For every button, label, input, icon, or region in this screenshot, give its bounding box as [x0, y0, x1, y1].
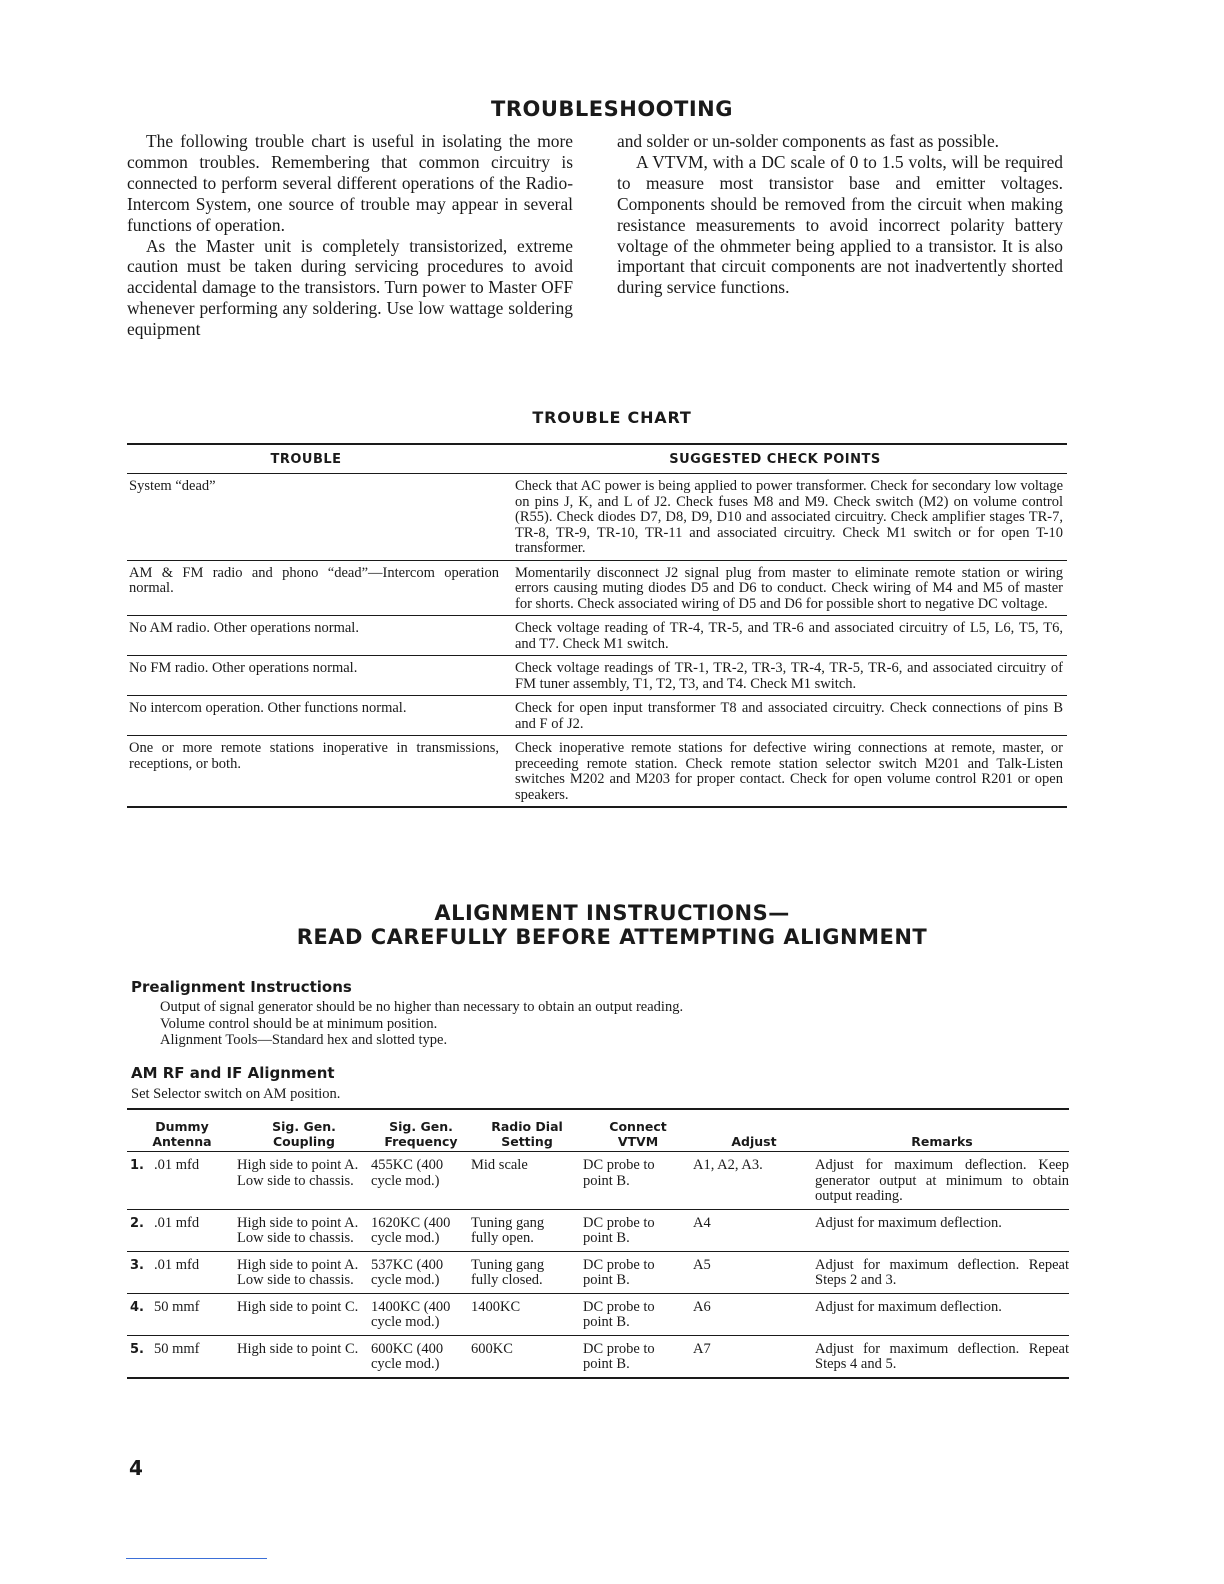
vtvm-cell: DC probe to point B.	[583, 1298, 655, 1330]
check-cell: Check voltage reading of TR-4, TR-5, and TR-6 and associated circuitry of L5, L6, T5, T6, and T7. Check M1 switch.	[515, 620, 1063, 652]
step-number: 4.	[130, 1299, 144, 1315]
header-trouble: TROUBLE	[270, 451, 342, 467]
header-sig-gen-coupling	[237, 1119, 371, 1149]
alignment-title-line: ALIGNMENT INSTRUCTIONS—	[434, 901, 790, 925]
trouble-chart-title: TROUBLE CHART	[532, 408, 692, 427]
antenna-value: .01 mfd	[154, 1214, 200, 1231]
trouble-cell: AM & FM radio and phono “dead”—Intercom operation normal.	[129, 564, 499, 596]
dial-cell: 1400KC	[471, 1298, 521, 1315]
antenna-cell	[127, 1216, 237, 1247]
header-line: Antenna	[152, 1134, 212, 1149]
antenna-cell	[127, 1300, 237, 1331]
table-row	[127, 1152, 1069, 1210]
prealign-line: Volume control should be at minimum position.	[160, 1015, 438, 1032]
intro-paragraph: and solder or un-solder components as fast as possible.	[617, 131, 1000, 151]
header-line: Sig. Gen.	[389, 1119, 453, 1134]
am-setup-text: Set Selector switch on AM position.	[131, 1086, 341, 1102]
check-cell: Check inoperative remote stations for defective wiring connections at remote, master, or preceeding remote station. Check remote station selector switch M201 and Talk-Listen switches M202 and M203 for proper contact. Check for open volume control R201 or open speakers.	[515, 740, 1063, 803]
intro-left-column	[127, 131, 573, 340]
frequency-cell: 455KC (400 cycle mod.)	[371, 1157, 444, 1189]
trouble-cell: One or more remote stations inoperative in transmissions, receptions, or both.	[129, 740, 499, 772]
header-dummy-antenna	[127, 1119, 237, 1149]
check-cell: Check that AC power is being applied to power transformer. Check for secondary low voltage on pins J, K, and L of J2. Check fuses M8 and M9. Check switch (M2) on volume control (R55). Check diodes D7, D8, D9, D10 and associated circuitry. Check amplifier stages TR-7, TR-8, TR-9, TR-10, TR-11 and associated circuitry. Check M1 switch or for open T-10 transformer.	[515, 478, 1063, 556]
antenna-cell	[127, 1158, 237, 1205]
antenna-value: 50 mmf	[154, 1340, 200, 1357]
am-alignment-table	[127, 1108, 1069, 1379]
trouble-chart-header	[127, 445, 1067, 474]
coupling-cell: High side to point C.	[237, 1298, 359, 1315]
header-connect-vtvm	[583, 1119, 693, 1149]
header-line: Coupling	[272, 1134, 336, 1149]
trouble-cell: No intercom operation. Other functions normal.	[129, 700, 407, 716]
remarks-cell: Adjust for maximum deflection. Repeat Steps 4 and 5.	[815, 1340, 1069, 1372]
frequency-cell: 600KC (400 cycle mod.)	[371, 1340, 444, 1372]
check-cell: Check voltage readings of TR-1, TR-2, TR-3, TR-4, TR-5, TR-6, and associated circuitry of FM tuner assembly, T1, T2, T3, and T4. Check M1 switch.	[515, 660, 1063, 692]
trouble-chart-table	[127, 443, 1067, 808]
dial-cell: Tuning gang fully open.	[471, 1214, 545, 1246]
vtvm-cell: DC probe to point B.	[583, 1214, 655, 1246]
dial-cell: Tuning gang fully closed.	[471, 1256, 545, 1288]
check-cell: Check for open input transformer T8 and associated circuitry. Check connections of pins B and F of J2.	[515, 700, 1063, 732]
table-row	[127, 1294, 1069, 1336]
header-adjust	[693, 1134, 815, 1149]
intro-paragraph: A VTVM, with a DC scale of 0 to 1.5 volts, will be required to measure most transistor base and emitter voltages. Components should be removed from the circuit when making resistance measurements to avoid incorrect polarity battery voltage of the ohmmeter being applied to a transistor. It is also important that circuit components are not inadvertently shorted during service functions.	[617, 151, 1063, 298]
frequency-cell: 537KC (400 cycle mod.)	[371, 1256, 444, 1288]
table-row	[127, 561, 1067, 617]
antenna-value: 50 mmf	[154, 1298, 200, 1315]
antenna-value: .01 mfd	[154, 1256, 200, 1273]
header-line: Dummy	[155, 1119, 209, 1134]
table-row	[127, 1336, 1069, 1377]
header-sig-gen-frequency	[371, 1119, 471, 1149]
vtvm-cell: DC probe to point B.	[583, 1157, 655, 1189]
adjust-cell: A7	[693, 1340, 711, 1357]
coupling-cell: High side to point C.	[237, 1340, 359, 1357]
step-number: 5.	[130, 1341, 144, 1357]
frequency-cell: 1620KC (400 cycle mod.)	[371, 1214, 451, 1246]
footer-divider	[126, 1558, 267, 1559]
table-row	[127, 1210, 1069, 1252]
header-line: Radio Dial	[491, 1119, 563, 1134]
intro-right-column	[617, 131, 1063, 298]
header-line: Connect	[609, 1119, 667, 1134]
am-alignment-heading: AM RF and IF Alignment	[131, 1064, 335, 1082]
prealignment-heading: Prealignment Instructions	[131, 978, 352, 996]
trouble-cell: No AM radio. Other operations normal.	[129, 620, 359, 636]
vtvm-cell: DC probe to point B.	[583, 1340, 655, 1372]
header-radio-dial-setting	[471, 1119, 583, 1149]
alignment-title	[0, 901, 1224, 949]
trouble-cell: System “dead”	[129, 478, 216, 494]
dial-cell: 600KC	[471, 1340, 513, 1357]
table-row	[127, 474, 1067, 561]
alignment-title-line: READ CAREFULLY BEFORE ATTEMPTING ALIGNMENT	[296, 925, 928, 949]
coupling-cell: High side to point A. Low side to chassis.	[237, 1256, 359, 1288]
header-line: Setting	[501, 1134, 553, 1149]
adjust-cell: A1, A2, A3.	[693, 1157, 763, 1173]
step-number: 2.	[130, 1215, 144, 1231]
adjust-cell: A5	[693, 1256, 711, 1273]
page-title: TROUBLESHOOTING	[491, 97, 733, 121]
antenna-cell	[127, 1342, 237, 1373]
header-line: Remarks	[911, 1134, 973, 1149]
remarks-cell: Adjust for maximum deflection. Keep generator output at minimum to obtain output reading.	[815, 1157, 1069, 1204]
dial-cell: Mid scale	[471, 1157, 528, 1173]
prealign-line: Alignment Tools—Standard hex and slotted type.	[160, 1032, 448, 1048]
vtvm-cell: DC probe to point B.	[583, 1256, 655, 1288]
adjust-cell: A6	[693, 1298, 711, 1315]
header-line: Frequency	[384, 1134, 458, 1149]
adjust-cell: A4	[693, 1214, 711, 1231]
header-line: VTVM	[617, 1134, 659, 1149]
table-row	[127, 736, 1067, 806]
coupling-cell: High side to point A. Low side to chassis.	[237, 1157, 359, 1189]
header-check-points: SUGGESTED CHECK POINTS	[669, 451, 881, 467]
intro-paragraph: The following trouble chart is useful in isolating the more common troubles. Remembering that common circuitry is connected to perform several different operations of the Radio-Intercom System, one source of trouble may appear in several functions of operation.	[127, 131, 573, 235]
intro-paragraph: As the Master unit is completely transistorized, extreme caution must be taken during servicing procedures to avoid accidental damage to the transistors. Turn power to Master OFF whenever performing any soldering. Use low wattage soldering equipment	[127, 235, 573, 340]
header-remarks	[815, 1134, 1069, 1149]
remarks-cell: Adjust for maximum deflection.	[815, 1298, 1002, 1315]
table-row	[127, 1252, 1069, 1294]
antenna-value: .01 mfd	[154, 1157, 200, 1173]
am-table-header	[127, 1110, 1069, 1152]
prealign-line: Output of signal generator should be no higher than necessary to obtain an output reading.	[160, 999, 684, 1015]
antenna-cell	[127, 1258, 237, 1289]
table-row	[127, 656, 1067, 696]
header-line: Adjust	[731, 1134, 777, 1149]
header-line: Sig. Gen.	[272, 1119, 336, 1134]
remarks-cell: Adjust for maximum deflection. Repeat Steps 2 and 3.	[815, 1256, 1069, 1288]
check-cell: Momentarily disconnect J2 signal plug from master to eliminate remote station or wiring errors causing muting diodes D5 and D6 to conduct. Check wiring of M4 and M5 of master for shorts. Check associated wiring of D5 and D6 for possible short to negative DC voltage.	[515, 564, 1063, 612]
prealignment-instructions	[160, 999, 683, 1049]
coupling-cell: High side to point A. Low side to chassis.	[237, 1214, 359, 1246]
frequency-cell: 1400KC (400 cycle mod.)	[371, 1298, 451, 1330]
remarks-cell: Adjust for maximum deflection.	[815, 1214, 1002, 1231]
trouble-cell: No FM radio. Other operations normal.	[129, 660, 358, 676]
step-number: 3.	[130, 1257, 144, 1273]
table-row	[127, 696, 1067, 736]
page-number: 4	[129, 1456, 143, 1480]
table-row	[127, 616, 1067, 656]
step-number: 1.	[130, 1158, 144, 1173]
